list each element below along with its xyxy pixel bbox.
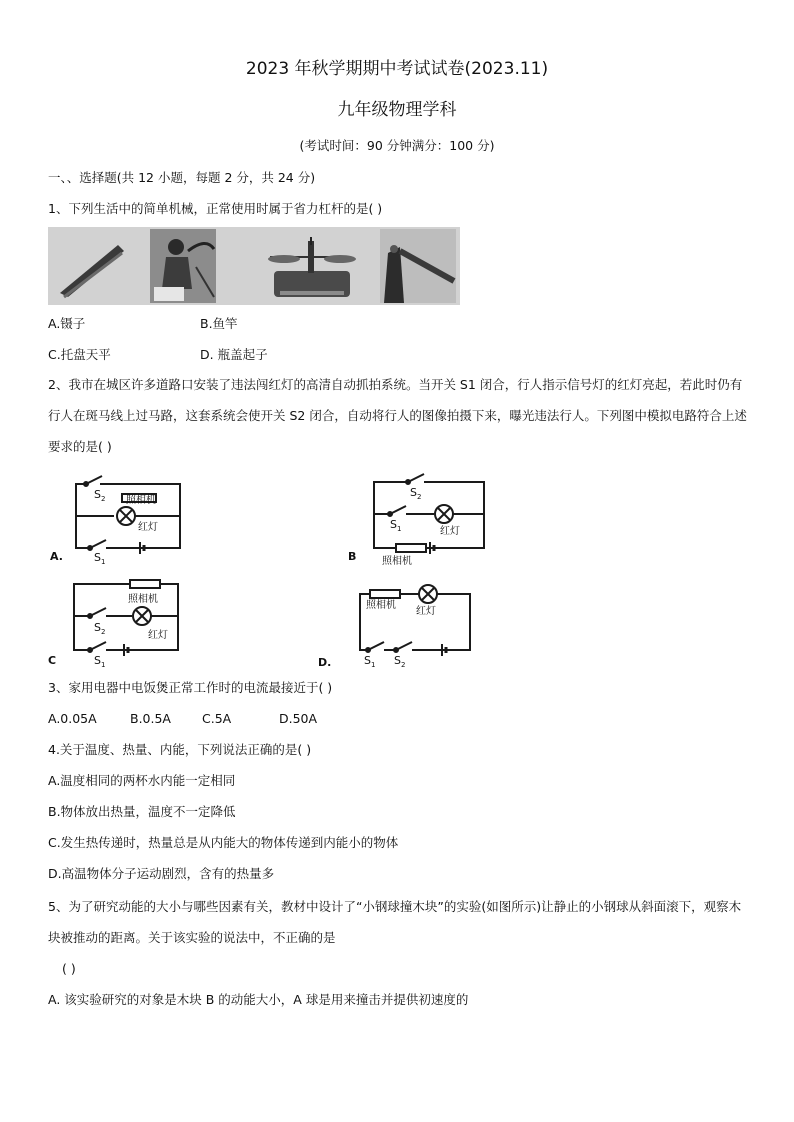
q4-option-d: D.高温物体分子运动剧烈，含有的热量多 bbox=[48, 866, 275, 881]
circuit-a bbox=[76, 476, 180, 554]
label-a-red-light: 红灯 bbox=[138, 522, 158, 533]
question-3-stem: 3、家用电器中电饭煲正常工作时的电流最接近于( ) bbox=[48, 680, 333, 695]
label-c-s2-sub: 2 bbox=[101, 628, 106, 636]
q1-option-a: A.镊子 bbox=[48, 316, 86, 331]
label-b-s1-sub: 1 bbox=[397, 525, 402, 533]
label-a-s2: S bbox=[94, 488, 101, 501]
subject-title: 九年级物理学科 bbox=[337, 100, 457, 120]
label-c-camera: 照相机 bbox=[128, 594, 158, 605]
q5-option-a: A. 该实验研究的对象是木块 B 的动能大小，A 球是用来撞击并提供初速度的 bbox=[48, 992, 469, 1007]
fishing-rod-picture bbox=[150, 229, 216, 303]
circuit-b bbox=[374, 474, 484, 554]
q3-option-a: A.0.05A bbox=[48, 711, 97, 726]
label-b-red-light: 红灯 bbox=[440, 526, 460, 537]
q3-option-d: D.50A bbox=[279, 711, 318, 726]
question-4-stem: 4.关于温度、热量、内能，下列说法正确的是( ) bbox=[48, 742, 312, 757]
question-2-stem: 2、我市在城区许多道路口安装了违法闯红灯的高清自动抓拍系统。当开关 S1 闭合，行人指示信号灯的红灯亮起，若此时仍有行人在斑马线上过马路，这套系统会使开关 S2 闭合，自动将行人的图像拍摄下来，曝光违法行人。下列图中模拟电路符合上述要求的是( ) bbox=[48, 377, 747, 454]
label-b-camera: 照相机 bbox=[382, 556, 412, 567]
q1-option-b: B.鱼竿 bbox=[200, 316, 238, 331]
label-option-a: A. bbox=[50, 550, 63, 563]
section-heading: 一、、选择题(共 12 小题，每题 2 分，共 24 分) bbox=[48, 170, 316, 185]
question-1-stem: 1、下列生活中的简单机械，正常使用时属于省力杠杆的是( ) bbox=[48, 201, 383, 216]
label-d-s2: S bbox=[394, 654, 401, 667]
q4-option-a: A.温度相同的两杯水内能一定相同 bbox=[48, 773, 236, 788]
label-d-s1-sub: 1 bbox=[371, 661, 376, 669]
label-a-s1: S bbox=[94, 551, 101, 564]
circuit-c bbox=[74, 580, 178, 656]
label-option-d: D. bbox=[318, 656, 332, 669]
label-d-camera: 照相机 bbox=[366, 600, 396, 611]
label-a-camera: 照相机 bbox=[126, 495, 156, 506]
q5-answer-blank: ( ) bbox=[62, 961, 76, 976]
question-5-stem: 5、为了研究动能的大小与哪些因素有关，教材中设计了“小钢球撞木块”的实验(如图所示)让静止的小钢球从斜面滚下，观察木块被推动的距离。关于该实验的说法中，不正确的是 bbox=[48, 899, 742, 945]
label-d-red-light: 红灯 bbox=[416, 606, 436, 617]
q3-option-b: B.0.5A bbox=[130, 711, 171, 726]
circuit-diagrams bbox=[44, 468, 504, 672]
label-b-s1: S bbox=[390, 518, 397, 531]
label-d-s2-sub: 2 bbox=[401, 661, 406, 669]
label-c-s2: S bbox=[94, 621, 101, 634]
label-b-s2: S bbox=[410, 486, 417, 499]
exam-info: (考试时间：90 分钟满分：100 分) bbox=[299, 138, 495, 153]
label-d-s1: S bbox=[364, 654, 371, 667]
exam-title: 2023 年秋学期期中考试试卷(2023.11) bbox=[245, 59, 549, 79]
circuit-d bbox=[360, 585, 470, 656]
q3-option-c: C.5A bbox=[202, 711, 232, 726]
label-a-s1-sub: 1 bbox=[101, 558, 106, 566]
label-c-s1: S bbox=[94, 654, 101, 667]
q4-option-b: B.物体放出热量，温度不一定降低 bbox=[48, 804, 236, 819]
q4-option-c: C.发生热传递时，热量总是从内能大的物体传递到内能小的物体 bbox=[48, 835, 399, 850]
label-c-red-light: 红灯 bbox=[148, 630, 168, 641]
q1-option-c: C.托盘天平 bbox=[48, 347, 111, 362]
question-1-image-strip bbox=[48, 227, 460, 305]
label-c-s1-sub: 1 bbox=[101, 661, 106, 669]
q1-option-d: D. 瓶盖起子 bbox=[200, 347, 268, 362]
label-option-b: B bbox=[348, 550, 357, 563]
bottle-opener-picture bbox=[380, 229, 456, 303]
label-b-s2-sub: 2 bbox=[417, 493, 422, 501]
label-option-c: C bbox=[48, 654, 57, 667]
label-a-s2-sub: 2 bbox=[101, 495, 106, 503]
